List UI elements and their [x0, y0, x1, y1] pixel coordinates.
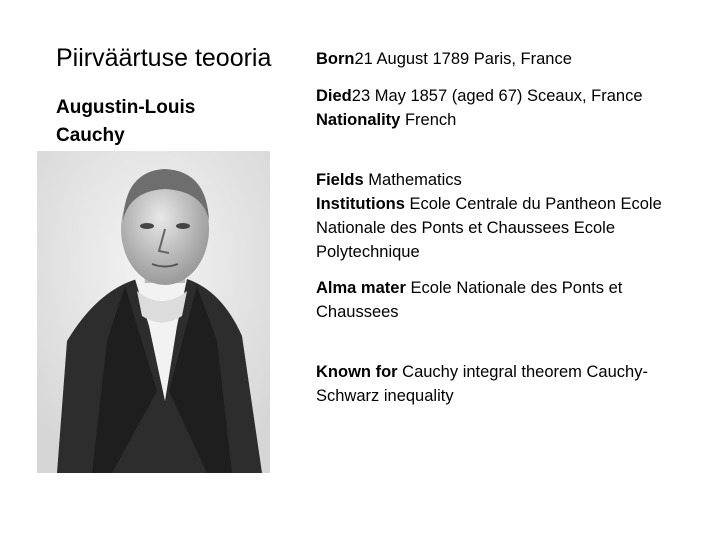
died-label: Died — [316, 87, 352, 105]
nationality-label: Nationality — [316, 111, 401, 129]
known-for-row — [316, 360, 706, 408]
person-name — [56, 94, 276, 150]
fields-value: Mathematics — [363, 171, 462, 189]
alma-mater-value: Ecole Nationale des Ponts et Chaussees — [316, 279, 623, 321]
known-for-value: Cauchy integral theorem Cauchy-Schwarz inequality — [316, 363, 648, 405]
portrait-engraving-icon — [37, 151, 270, 473]
institutions-row — [316, 192, 706, 264]
born-value: 21 August 1789 Paris, France — [354, 50, 572, 68]
nationality-value: French — [400, 111, 457, 129]
died-row — [316, 84, 706, 108]
fields-institutions-block — [316, 168, 706, 264]
alma-mater-row — [316, 276, 706, 324]
slide-title: Piirväärtuse teooria — [56, 44, 272, 72]
nationality-row — [316, 108, 706, 132]
institutions-value: Ecole Centrale du Pantheon Ecole Nationale des Ponts et Chaussees Ecole Polytechnique — [316, 195, 662, 261]
known-for-label: Known for — [316, 363, 398, 381]
fields-label: Fields — [316, 171, 364, 189]
institutions-label: Institutions — [316, 195, 405, 213]
born-row — [316, 47, 706, 71]
died-value: 23 May 1857 (aged 67) Sceaux, France — [351, 87, 643, 105]
died-nationality-block — [316, 84, 706, 132]
alma-mater-label: Alma mater — [316, 279, 406, 297]
portrait-image — [37, 151, 270, 473]
person-name-line1: Augustin-Louis — [56, 97, 196, 118]
born-label: Born — [316, 50, 355, 68]
person-name-line2: Cauchy — [56, 125, 125, 146]
fields-row — [316, 168, 706, 192]
